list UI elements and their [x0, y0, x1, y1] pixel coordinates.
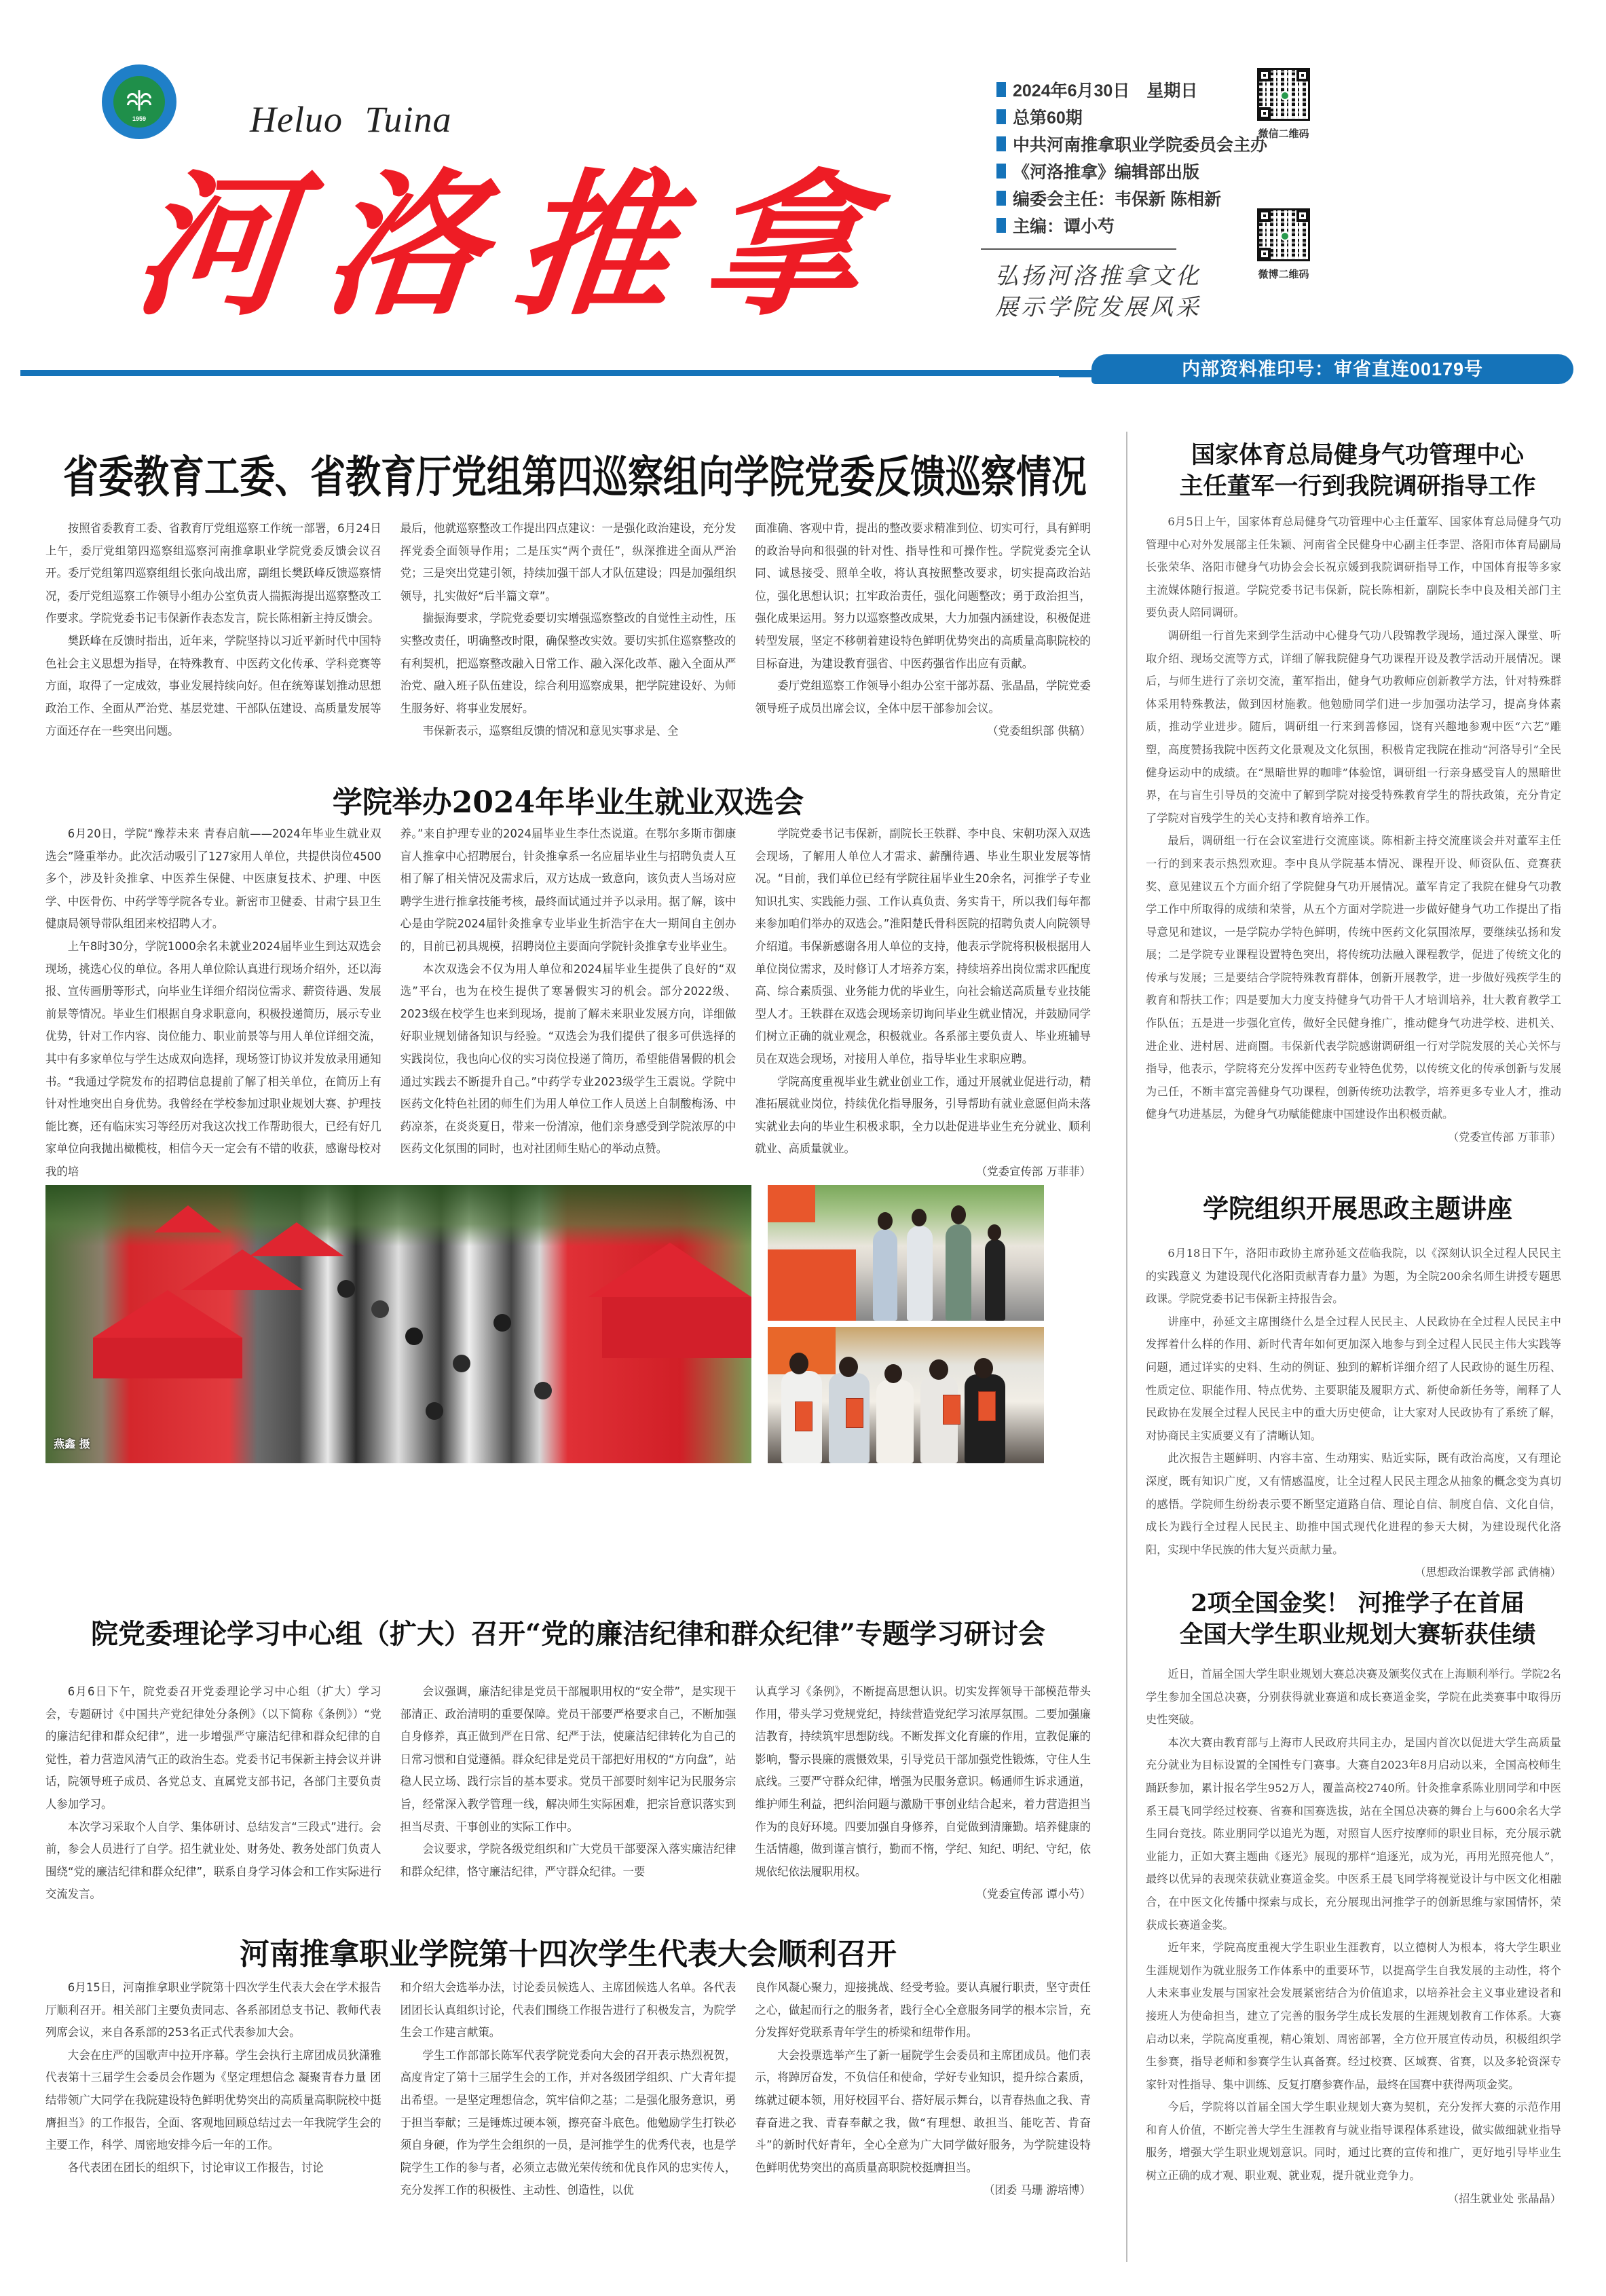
column: 和介绍大会选举办法，讨论委员候选人、主席团候选人名单。各代表团团长认真组织讨论，代表们围绕工作报告进行了积极发言，为院学生会工作建言献策。 学生工作部部长陈军代表学院党委向大会的召开表示热烈祝贺，高度肯定了第十三届学生会的工作，并对各级团学组织、广大青年提出希望。一是坚定理想信念，筑牢信仰之基；二是强化服务意识，勇于担当奉献；三是锤炼过硬本领，擦亮奋斗底色。他勉励学生打铁必须自身硬，作为学生会组织的一员，是河推学生的优秀代表，也是学院学生工作的参与者，必须立志做光荣传统和优良作风的忠实传人，充分发挥工作的积极性、主动性、创造性，以优 [400, 1980, 736, 2197]
masthead [0, 0, 1606, 407]
qr-code-icon [1257, 208, 1310, 261]
chief-editor: 主编：谭小芍 [996, 212, 1267, 239]
sponsor: 中共河南推拿职业学院委员会主办 [996, 130, 1267, 157]
bullet-square-icon [996, 191, 1006, 206]
bullet-square-icon [996, 164, 1006, 178]
headline: 学院组织开展思政主题讲座 [1202, 1193, 1512, 1224]
graduates-photo[interactable] [768, 1327, 1044, 1463]
slogan-line: 弘扬河洛推拿文化 [995, 263, 1201, 290]
byline: （思想政治课教学部 武倩楠） [1415, 1566, 1561, 1579]
committee-director: 编委会主任：韦保新 陈相新 [996, 185, 1267, 212]
article-body [45, 1680, 1091, 1901]
bullet-square-icon [996, 82, 1006, 97]
issue-number: 总第60期 [996, 103, 1267, 130]
article-body [45, 517, 1091, 738]
column: 学院党委书记韦保新，副院长王轶群、李中良、宋朝功深入双选会现场，了解用人单位人才需求、薪酬待遇、毕业生职业发展等情况。“目前，我们单位已经有学院往届毕业生20余名，河推学子专业知识扎实、实践能力强、工作认真负责、务实肯干，所以我们每年都来参加咱们举办的双选会。”淮阳楚氏骨科医院的招聘负责人向院领导介绍道。韦保新感谢各用人单位的支持，他表示学院将积极根据用人单位岗位需求，及时修订人才培养方案，持续培养出岗位需求匹配度高、综合素质强、业务能力优的毕业生，向社会输送高质量专业技能型人才。王轶群在双选会现场亲切询问毕业生就业情况，并鼓励同学们树立正确的就业观念，积极就业。各系部主要负责人、毕业班辅导员在双选会现场，对接用人单位，指导毕业生求职应聘。 学院高度重视毕业生就业创业工作，通过开展就业促进行动，精准拓展就业岗位，持续优化指导服务，引导帮助有就业意愿但尚未落实就业去向的毕业生积极求职，全力以赴促进毕业生充分就业、顺利就业、高质量就业。 （党委宣传部 万菲菲） [755, 823, 1091, 1183]
article-body [45, 823, 1091, 1178]
meta-divider [981, 248, 1176, 250]
column: 良作风凝心聚力，迎接挑战、经受考验。要认真履行职责，坚守责任之心，做起而行之的服务者，践行全心全意服务同学的根本宗旨，充分发挥好党联系青年学生的桥梁和纽带作用。 大会投票选举产生了新一届院学生会委员和主席团成员。他们表示，将踔厉奋发，不负信任和使命，学好专业知识，提升综合素质，练就过硬本领，用好校园平台、搭好展示舞台，以青春热血之我、青春奋进之我、青春奉献之我，做“有理想、敢担当、能吃苦、肯奋斗”的新时代好青年，全心全意为广大同学做好服务，为学院建设特色鲜明优势突出的高质量高职院校挺膺担当。 （团委 马珊 游培博） [755, 1976, 1091, 2202]
job-fair-photo[interactable] [45, 1185, 751, 1463]
column: 6月20日，学院“豫荐未来 青春启航——2024年毕业生就业双选会”隆重举办。此次活动吸引了127家用人单位，共提供岗位4500多个，涉及针灸推拿、中医养生保健、中医康复技术、护理、中医学、中医骨伤、中药学等学院各专业。新密市卫健委、甘肃宁县卫生健康局领导带队组团来校招聘人才。 上午8时30分，学院1000余名未就业2024届毕业生到达双选会现场，挑选心仪的单位。各用人单位除认真进行现场介绍外，还以海报、宣传画册等形式，向毕业生详细介绍岗位需求、薪资待遇、发展前景等情况。毕业生们根据自身求职意向，积极投递简历，展示专业优势，针对工作内容、岗位能力、职业前景等与用人单位详细交流，其中有多家单位与学生达成双向选择，现场签订协议并发放录用通知书。“我通过学院发布的招聘信息提前了解了相关单位，在简历上有针对性地突出自身优势。我曾经在学校参加过职业规划大赛、护理技能比赛，还有临床实习等经历对我这次找工作帮助很大，已经有好几家单位向我抛出橄榄枝，相信今天一定会有不错的收获，感谢母校对我的培 [45, 827, 381, 1178]
leaders-visit-photo[interactable] [768, 1185, 1044, 1321]
article-body: 6月18日下午，洛阳市政协主席孙延文莅临我院，以《深刻认识全过程人民民主的实践意义 为建设现代化洛阳贡献青春力量》为题，为全院200余名师生讲授专题思政课。学院党委书记韦保新主持报告会。 讲座中，孙延文主席围绕什么是全过程人民民主、人民政协在全过程人民民主中发挥着什么样的作用、新时代青年如何更加深入地参与到全过程人民民主伟大实践等问题，通过详实的史料、生动的例证、独到的解析详细介绍了人民政协的诞生历程、性质定位、职能作用、特点优势、主要职能及履职方式、新使命新任务等，阐释了人民政协在发展全过程人民民主中的重大历史使命，让大家对人民政协有了系统了解，对协商民主实质要义有了清晰认知。 此次报告主题鲜明、内容丰富、生动翔实、贴近实际，既有政治高度，又有理论深度，既有知识广度，又有情感温度，让全过程人民民主理念从抽象的概念变为真切的感悟。学院师生纷纷表示要不断坚定道路自信、理论自信、制度自信、文化自信，成长为践行全过程人民民主、助推中国式现代化进程的参天大树，为建设现代化洛阳，实现中华民族的伟大复兴贡献力量。 （思想政治课教学部 武倩楠） [1146, 1242, 1561, 1584]
permit-number: 内部资料准印号：审省直连00179号 [1091, 354, 1573, 384]
column: 按照省委教育工委、省教育厅党组巡察工作统一部署，6月24日上午，委厅党组第四巡察组巡察河南推拿职业学院党委反馈会议召开。委厅党组第四巡察组组长张向战出席，副组长樊跃峰反馈巡察情况，委厅党组巡察工作领导小组办公室负责人揣振海提出巡察整改工作要求。学院党委书记韦保新作表态发言，院长陈相新主持反馈会。 樊跃峰在反馈时指出，近年来，学院坚持以习近平新时代中国特色社会主义思想为指导，在特殊教育、中医药文化传承、学科竞赛等方面，取得了一定成效，事业发展持续向好。但在统筹谋划推动思想政治工作、全面从严治党、基层党建、干部队伍建设、高质量发展等方面还存在一些突出问题。 [45, 521, 381, 738]
byline: （党委宣传部 万菲菲） [975, 1164, 1091, 1178]
photo-credit: 燕鑫 摄 [54, 1437, 90, 1450]
column-divider [1126, 432, 1127, 2262]
qr-caption: 微信二维码 [1258, 128, 1309, 140]
byline: （招生就业处 张晶晶） [1447, 2191, 1561, 2205]
headline: 2项全国金奖！ 河推学子在首届 全国大学生职业规划大赛斩获佳绩 [1179, 1589, 1536, 1649]
issue-info [996, 76, 1267, 239]
headline: 国家体育总局健身气功管理中心 主任董军一行到我院调研指导工作 [1179, 441, 1536, 500]
article-body: 近日，首届全国大学生职业规划大赛总决赛及颁奖仪式在上海顺利举行。学院2名学生参加全国总决赛，分别获得就业赛道和成长赛道金奖，学院在此类赛事中取得历史性突破。 本次大赛由教育部与上海市人民政府共同主办，是国内首次以促进大学生高质量充分就业为目标设置的全国性专门赛事。大赛自2023年8月启动以来，全国高校师生踊跃参加，累计报名学生952万人，覆盖高校2740所。针灸推拿系陈业朋同学和中医系王晨飞同学经过校赛、省赛和国赛选拔，站在全国总决赛的舞台上与600余名大学生同台竞技。陈业朋同学以追光为题，对照盲人医疗按摩师的职业目标，充分展示就业能力，正如大赛主题曲《逐光》展现的那样“追逐光，成为光，再用光照亮他人”，最终以优异的表现荣获就业赛道金奖。中医系王晨飞同学将视觉设计与中医文化相融合，在中医文化传播中探索与成长，充分展现出河推学子的创新思维与家国情怀，荣获成长赛道金奖。 近年来，学院高度重视大学生职业生涯教育，以立德树人为根本，将大学生职业生涯规划作为就业服务工作体系中的重要环节，以提高学生自我发展的主动性，将个人未来事业发展与国家社会发展紧密结合为价值追求，以培养社会主义事业建设者和接班人为使命担当，建立了完善的服务学生成长发展的生涯规划教育工作体系。大赛启动以来，学院高度重视，精心策划、周密部署，全方位开展宣传动员，积极组织学生参赛，指导老师和参赛学生认真备赛。经过校赛、区域赛、省赛，以及多轮资深专家针对性指导、集中训练、反复打磨参赛作品，最终在国赛中获得两项金奖。 今后，学院将以首届全国大学生职业规划大赛为契机，充分发挥大赛的示范作用和育人价值，不断完善大学生生涯教育与就业指导课程体系建设，做实做细就业指导服务，增强大学生职业规划意识。同时，通过比赛的宣传和推广，更好地引导毕业生树立正确的成才观、职业观、就业观，提升就业竞争力。 （招生就业处 张晶晶） [1146, 1663, 1561, 2210]
byline: （党委组织部 供稿） [987, 723, 1091, 738]
byline: （党委宣传部 万菲菲） [1447, 1131, 1561, 1144]
weibo-qr[interactable] [1257, 208, 1310, 298]
article-body [45, 1976, 1091, 2197]
column: 会议强调，廉洁纪律是党员干部履职用权的“安全带”，是实现干部清正、政治清明的重要保障。党员干部要严格要求自己，不断加强自身修养，真正做到严在日常、纪严于法，使廉洁纪律转化为自己的日常习惯和自觉遵循。群众纪律是党员干部把好用权的“方向盘”，站稳人民立场、践行宗旨的基本要求。党员干部要时刻牢记为民服务宗旨，经常深入教学管理一线，解决师生实际困难，把宗旨意识落实到担当尽责、干事创业的实际工作中。 会议要求，学院各级党组织和广大党员干部要深入落实廉洁纪律和群众纪律，恪守廉洁纪律，严守群众纪律。一要 [400, 1685, 736, 1879]
column: 6月15日，河南推拿职业学院第十四次学生代表大会在学术报告厅顺利召开。相关部门主要负责同志、各系部团总支书记、教师代表列席会议，来自各系部的253名正式代表参加大会。 大会在庄严的国歌声中拉开序幕。学生会执行主席团成员狄潇雅代表第十三届学生会委员会作题为《坚定理想信念 凝聚青春力量 团结带领广大同学在我院建设特色鲜明优势突出的高质量高职院校中挺膺担当》的工作报告，全面、客观地回顾总结过去一年我院学生会的主要工作，科学、周密地安排今后一年的工作。 各代表团在团长的组织下，讨论审议工作报告，讨论 [45, 1980, 381, 2175]
bullet-square-icon [996, 109, 1006, 124]
slogan [995, 261, 1201, 323]
latin-title: Heluo Tuina [250, 99, 452, 140]
headline: 院党委理论学习中心组（扩大）召开“党的廉洁纪律和群众纪律”专题学习研讨会 [90, 1618, 1045, 1650]
byline: （团委 马珊 游培博） [984, 2183, 1091, 2197]
column: 6月6日下午，院党委召开党委理论学习中心组（扩大）学习会，专题研讨《中国共产党纪律处分条例》（以下简称《条例》）“党的廉洁纪律和群众纪律”，进一步增强严守廉洁纪律和群众纪律的自觉性，着力营造风清气正的政治生态。党委书记韦保新主持会议并讲话，院领导班子成员、各党总支、直属党支部书记，各部门主要负责人参加学习。 本次学习采取个人自学、集体研讨、总结发言“三段式”进行。会前，参会人员进行了自学。招生就业处、财务处、教务处部门负责人围绕“党的廉洁纪律和群众纪律”，联系自身学习体会和工作实际进行交流发言。 [45, 1685, 381, 1901]
permit-bar [1059, 354, 1606, 384]
newspaper-title: 河洛推拿 [126, 154, 906, 337]
byline: （党委宣传部 谭小芍） [975, 1887, 1091, 1901]
publisher: 《河洛推拿》编辑部出版 [996, 157, 1267, 185]
logo-year: 1959 [132, 115, 147, 122]
slogan-line: 展示学院发展风采 [995, 294, 1201, 321]
column: 最后，他就巡察整改工作提出四点建议：一是强化政治建设，充分发挥党委全面领导作用；二是压实“两个责任”，纵深推进全面从严治党；三是突出党建引领，持续加强干部人才队伍建设；四是加强组织领导，扎实做好“后半篇文章”。 揣振海要求，学院党委要切实增强巡察整改的自觉性主动性，压实整改责任，明确整改时限，确保整改实效。要切实抓住巡察整改的有利契机，把巡察整改融入日常工作、融入深化改革、融入全面从严治党、融入班子队伍建设，综合利用巡察成果，把学院建设好、为师生服务好、将事业发展好。 韦保新表示，巡察组反馈的情况和意见实事求是、全 [400, 521, 736, 738]
article-body: 6月5日上午，国家体育总局健身气功管理中心主任董军、国家体育总局健身气功管理中心对外发展部主任朱颖、河南省全民健身中心副主任李罡、洛阳市体育局副局长张荣华、洛阳市健身气功协会会长祝京媛到我院调研指导工作，中国体育报等多家主流媒体随行报道。学院党委书记韦保新，院长陈相新，副院长李中良及相关部门主要负责人陪同调研。 调研组一行首先来到学生活动中心健身气功八段锦教学现场，通过深入课堂、听取介绍、现场交流等方式，详细了解我院健身气功课程开设及教学活动开展情况。课后，与师生进行了亲切交流，董军指出，健身气功教师应创新教学方法，针对特殊群体采用特殊教法，做到因材施教。他勉励同学们进一步加强功法学习，提高身体素质，推动学业进步。随后，调研组一行来到善修园，饶有兴趣地参观中医“六艺”雕塑，高度赞扬我院中医药文化景观及文化氛围，积极肯定我院在推动“河洛导引”全民健身运动中的成绩。在“黑暗世界的咖啡”体验馆，调研组一行亲身感受盲人的黑暗世界，在与盲生引导员的交流中了解到学院对接受特殊教育学生的帮扶政策，充分肯定了学院对盲残学生的关心支持和教育培养工作。 最后，调研组一行在会议室进行交流座谈。陈相新主持交流座谈会并对董军主任一行的到来表示热烈欢迎。李中良从学院基本情况、课程开设、师资队伍、竞赛获奖、意见建议五个方面介绍了学院健身气功开展情况。董军肯定了我院在健身气功教学工作中所取得的成绩和荣誉，从五个方面对学院进一步做好健身气功工作提出了指导意见和建议，一是学院办学特色鲜明，传统中医药文化氛围浓厚，要继续弘扬和发展；二是学院专业课程设置特色突出，将传统功法融入课程教学，促进了传统文化的传承与发展；三是要结合学院特殊教育群体，创新开展教学，进一步做好残疾学生的教育和帮扶工作；四是要加大力度支持健身气功骨干人才培训培养，壮大教育教学工作队伍；五是进一步强化宣传，做好全民健身推广，推动健身气功进学校、进机关、进企业、进村居、进商圈。韦保新代表学院感谢调研组一行对学院发展的关心关怀与指导，他表示，学院将充分发挥中医药专业特色优势，以传统文化的传承创新与发展为己任，不断丰富完善健身气功课程，创新传统功法教学，培养更多专业人才，推动健身气功进基层，为健身气功赋能健康中国建设作出积极贡献。 （党委宣传部 万菲菲） [1146, 510, 1561, 1149]
column: 养。”来自护理专业的2024届毕业生李仕杰说道。在鄂尔多斯市御康盲人推拿中心招聘展台，针灸推拿系一名应届毕业生与招聘负责人互相了解了相关情况及需求后，双方达成一致意向，该负责人当场对应聘学生进行推拿技能考核，最终面试通过并予以录用。据了解，该中心是由学院2024届针灸推拿专业毕业生折浩宇在大一期间自主创办的，目前已初具规模，招聘岗位主要面向学院针灸推拿专业毕业生。 本次双选会不仅为用人单位和2024届毕业生提供了良好的“双选”平台，也为在校生提供了寒暑假实习的机会。部分2022级、2023级在校学生也来到现场，提前了解未来职业发展方向，详细做好职业规划储备知识与经验。“双选会为我们提供了很多可供选择的实践岗位，我也向心仪的实习岗位投递了简历，希望能借暑假的机会通过实践去不断提升自己。”中药学专业2023级学生王震说。学院中医药文化特色社团的师生们为用人单位工作人员送上自制酸梅汤、中药凉茶，在炎炎夏日，带来一份清凉，他们亲身感受到学院浓厚的中医药文化氛围的同时，也对社团师生贴心的举动点赞。 [400, 827, 736, 1156]
column: 面准确、客观中肯，提出的整改要求精准到位、切实可行，具有鲜明的政治导向和很强的针对性、指导性和可操作性。学院党委完全认同、诚恳接受、照单全收，将认真按照整改要求，切实提高政治站位，强化思想认识；扛牢政治责任，强化问题整改；勇于政治担当，强化成果运用。努力以巡察整改成果，大力加强内涵建设，积极促进转型发展，坚定不移朝着建设特色鲜明优势突出的高质量高职院校的目标奋进，为建设教育强省、中医药强省作出应有贡献。 委厅党组巡察工作领导小组办公室干部苏磊、张晶晶，学院党委领导班子成员出席会议，全体中层干部参加会议。 （党委组织部 供稿） [755, 517, 1091, 742]
bullet-square-icon [996, 218, 1006, 233]
masthead-rule [20, 370, 1154, 376]
headline: 省委教育工委、省教育厅党组第四巡察组向学院党委反馈巡察情况 [62, 452, 1087, 504]
headline: 河南推拿职业学院第十四次学生代表大会顺利召开 [240, 1937, 897, 1972]
qr-caption: 微博二维码 [1258, 269, 1309, 280]
wechat-qr[interactable] [1257, 68, 1310, 157]
qr-code-icon [1257, 68, 1310, 121]
issue-date: 2024年6月30日 星期日 [996, 76, 1267, 103]
college-logo-icon [102, 64, 176, 139]
column: 认真学习《条例》，不断提高思想认识。切实发挥领导干部模范带头作用，带头学习党规党纪，持续营造党纪学习浓厚氛围。二要加强廉洁教育，持续筑牢思想防线。不断发挥文化育廉的作用，宣教促廉的影响，警示畏廉的震慑效果，引导党员干部加强党性锻炼，守住人生底线。三要严守群众纪律，增强为民服务意识。畅通师生诉求通道，维护师生利益，把纠治问题与激励干事创业结合起来，着力营造担当作为的良好环境。四要加强自身修养，自觉做到清廉勤。培养健康的生活情趣，做到谨言慎行，勤而不惰，学纪、知纪、明纪、守纪，依规依纪依法履职用权。 （党委宣传部 谭小芍） [755, 1680, 1091, 1906]
headline: 学院举办2024年毕业生就业双选会 [332, 785, 804, 820]
bullet-square-icon [996, 136, 1006, 151]
